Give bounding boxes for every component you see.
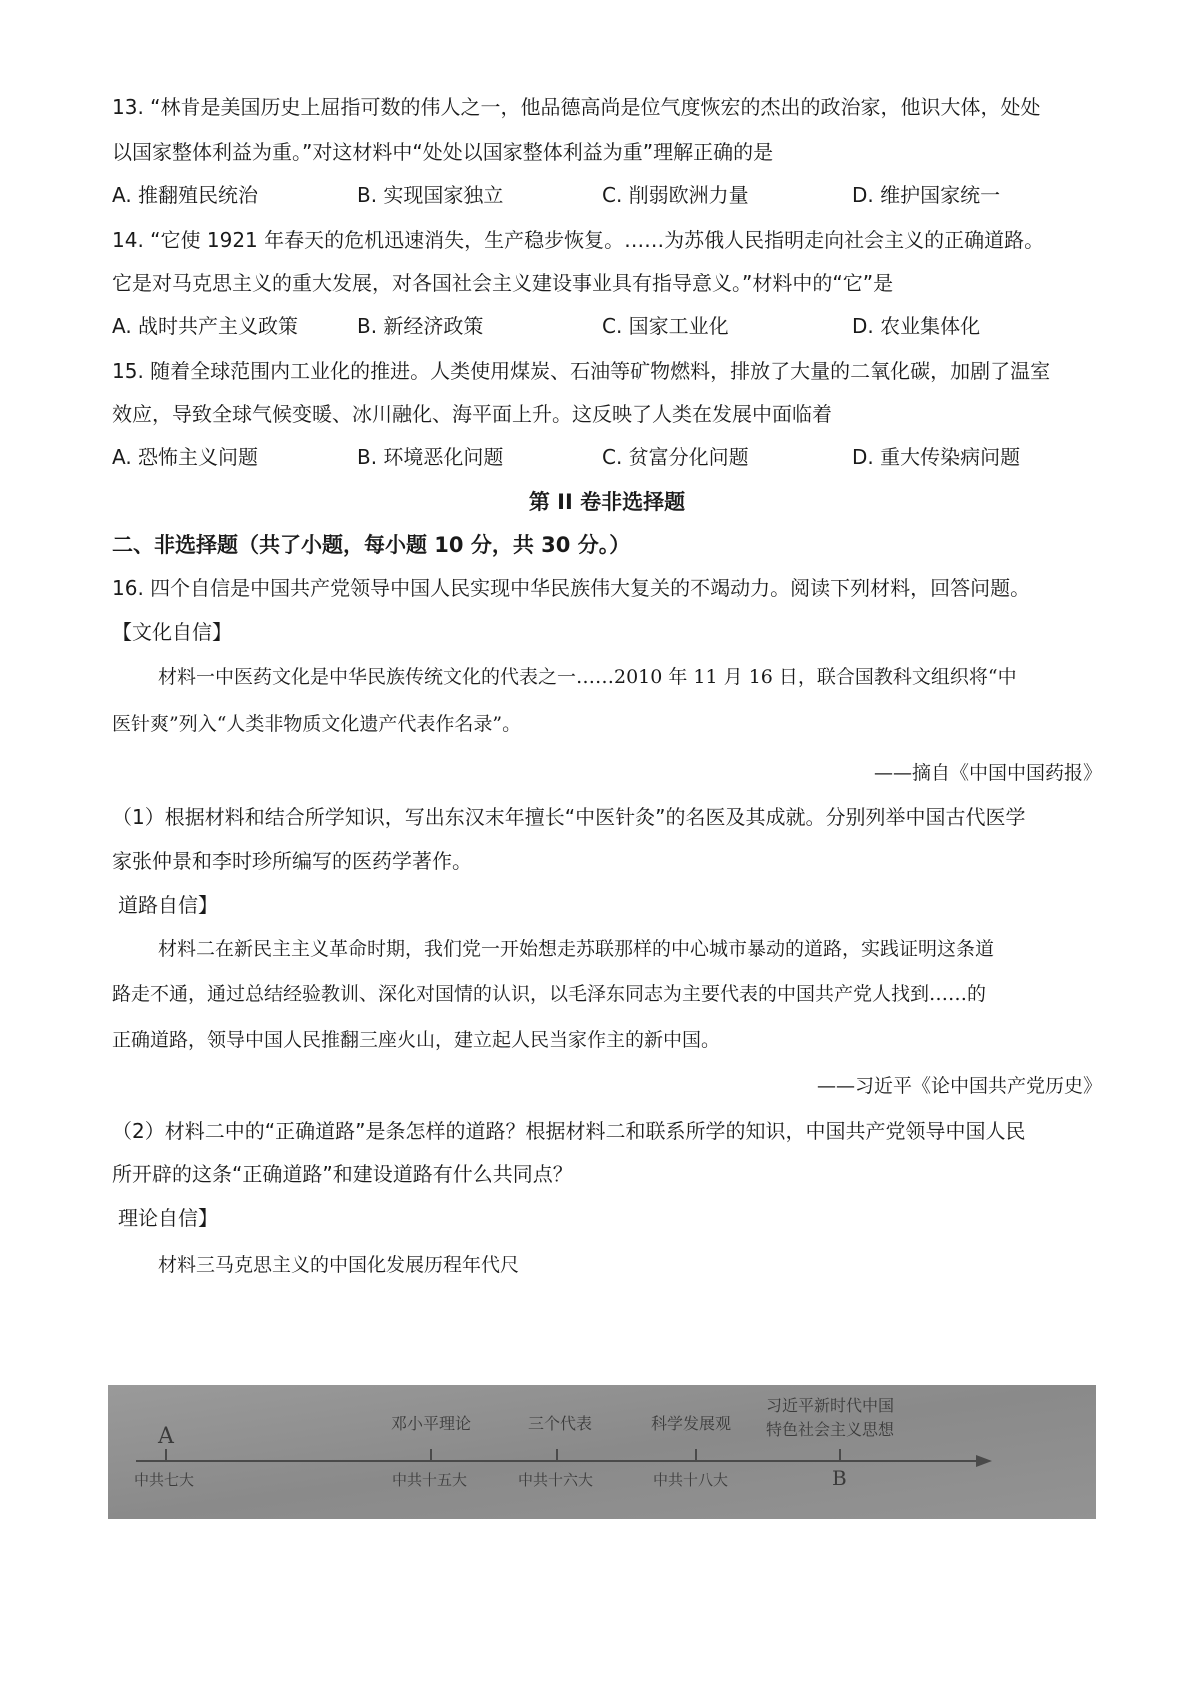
material1-line2: 医针爽”列入“人类非物质文化遗产代表作名录”。 [112,713,522,735]
timeline-label-16th-congress: 中共十六大 [518,1471,594,1489]
sub1-line2: 家张仲景和李时珍所编写的医药学著作。 [112,849,472,873]
road-heading: 道路自信】 [118,893,218,917]
q13-stem-line2: 以国家整体利益为重。”对这材料中“处处以国家整体利益为重”理解正确的是 [112,140,774,164]
part2-title: 第 II 卷非选择题 [528,490,686,514]
q13-options [112,180,1102,210]
timeline-label-xi-line1: 习近平新时代中国 [766,1396,895,1415]
timeline-label-deng: 邓小平理论 [391,1414,472,1433]
q14-stem-line1: 14. “它使 1921 年春天的危机迅速消失，生产稳步恢复。……为苏俄人民指明走向社会主义的正确道路。 [112,228,1045,252]
material2-line3: 正确道路，领导中国人民推翻三座火山，建立起人民当家作主的新中国。 [112,1029,721,1051]
sub1-line1: （1）根据材料和结合所学知识，写出东汉末年擅长“中医针灸”的名医及其成就。分别列举中国古代医学 [112,805,1026,829]
timeline-background [108,1385,1096,1519]
material2-line2: 路走不通，通过总结经验教训、深化对国情的认识，以毛泽东同志为主要代表的中国共产党人找到……的 [112,983,987,1005]
q14-option-d: D. 农业集体化 [852,314,981,338]
q14-option-b: B. 新经济政策 [357,314,484,338]
q13-option-c: C. 削弱欧洲力量 [602,183,749,207]
timeline-label-7th-congress: 中共七大 [134,1471,195,1489]
q15-option-a: A. 恐怖主义问题 [112,445,259,469]
q14-option-a: A. 战时共产主义政策 [112,314,299,338]
material1-source: ——摘自《中国中国药报》 [873,762,1102,784]
material3-caption: 材料三马克思主义的中国化发展历程年代尺 [158,1254,520,1276]
q13-option-a: A. 推翻殖民统治 [112,183,259,207]
timeline-figure [108,1385,1096,1519]
culture-heading: 【文化自信】 [112,620,232,644]
q15-option-d: D. 重大传染病问题 [852,445,1021,469]
q15-options [112,442,1102,472]
q16-intro: 16. 四个自信是中国共产党领导中国人民实现中华民族伟大复关的不竭动力。阅读下列材料，回答问题。 [112,576,1031,600]
timeline-label-scientific-outlook: 科学发展观 [651,1414,732,1433]
sub2-line1: （2）材料二中的“正确道路”是条怎样的道路？根据材料二和联系所学的知识，中国共产党领导中国人民 [112,1119,1026,1143]
timeline-label-three-represents: 三个代表 [528,1414,593,1433]
q15-stem-line2: 效应，导致全球气候变暖、冰川融化、海平面上升。这反映了人类在发展中面临着 [112,402,832,426]
timeline-label-b: B [832,1466,847,1490]
q14-options [112,311,1102,341]
timeline-label-15th-congress: 中共十五大 [392,1471,468,1489]
q15-option-c: C. 贫富分化问题 [602,445,749,469]
material1-line1: 材料一中医药文化是中华民族传统文化的代表之一……2010 年 11 月 16 日，联合国教科文组织将“中 [158,666,1017,688]
material2-line1: 材料二在新民主主义革命时期，我们党一开始想走苏联那样的中心城市暴动的道路，实践证明这条道 [158,938,995,960]
q13-option-d: D. 维护国家统一 [852,183,1001,207]
timeline-label-xi-line2: 特色社会主义思想 [766,1420,895,1439]
q13-option-b: B. 实现国家独立 [357,183,504,207]
timeline-svg [108,1385,1096,1519]
timeline-label-18th-congress: 中共十八大 [653,1471,729,1489]
q13-stem-line1: 13. “林肯是美国历史上屈指可数的伟人之一，他品德高尚是位气度恢宏的杰出的政治家，他识大体，处处 [112,95,1041,119]
q15-stem-line1: 15. 随着全球范围内工业化的推进。人类使用煤炭、石油等矿物燃料，排放了大量的二氧化碳，加剧了温室 [112,359,1051,383]
q15-option-b: B. 环境恶化问题 [357,445,504,469]
theory-heading: 理论自信】 [118,1206,218,1230]
section2-heading: 二、非选择题（共了小题，每小题 10 分，共 30 分。） [112,533,631,557]
timeline-label-a: A [158,1424,174,1449]
sub2-line2: 所开辟的这条“正确道路”和建设道路有什么共同点？ [112,1162,573,1186]
q14-option-c: C. 国家工业化 [602,314,729,338]
material2-source: ——习近平《论中国共产党历史》 [816,1075,1102,1097]
q14-stem-line2: 它是对马克思主义的重大发展，对各国社会主义建设事业具有指导意义。”材料中的“它”是 [112,271,894,295]
